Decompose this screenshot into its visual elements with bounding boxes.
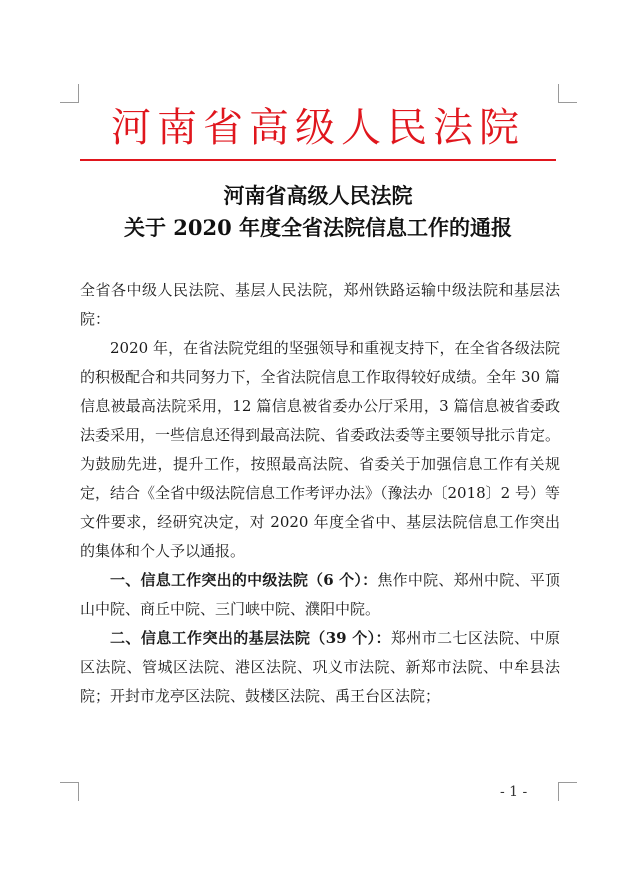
crop-mark-bottom-left (60, 782, 79, 801)
crop-mark-top-right (558, 84, 577, 103)
section-2 (80, 624, 560, 711)
title-line-1: 河南省高级人民法院 (223, 183, 413, 208)
section-2-content: 郑州市二七区法院、中原区法院、管城区法院、港区法院、巩义市法院、新郑市法院、中牟县法院；开封市龙亭区法院、鼓楼区法院、禹王台区法院； (80, 629, 560, 705)
salutation: 全省各中级人民法院、基层人民法院，郑州铁路运输中级法院和基层法院： (80, 281, 560, 328)
red-masthead: 河南省高级人民法院 (111, 105, 525, 151)
paragraph-intro: 2020 年，在省法院党组的坚强领导和重视支持下，在全省各级法院的积极配合和共同努力下，全省法院信息工作取得较好成绩。全年 30 篇信息被最高法院采用，12 篇信息被省委办公厅采用，3 篇信息被省委政法委采用，一些信息还得到最高法院、省委政法委等主要领导批示肯定。为鼓励先进，提升工作，按照最高法院、省委关于加强信息工作有关规定，结合《全省中级法院信息工作考评办法》（豫法办〔2018〕2 号）等文件要求，经研究决定，对 2020 年度全省中、基层法院信息工作突出的集体和个人予以通报。 (80, 339, 561, 560)
section-2-heading: 二、信息工作突出的基层法院（39 个）： (110, 629, 391, 647)
title-line-2: 关于 2020 年度全省法院信息工作的通报 (123, 215, 513, 240)
crop-mark-bottom-right (558, 782, 577, 801)
document-body (80, 276, 560, 711)
masthead-divider (80, 159, 556, 161)
section-1-heading: 一、信息工作突出的中级法院（6 个）： (110, 571, 378, 589)
page-number: - 1 - (500, 784, 528, 800)
document-title (80, 180, 556, 244)
section-1 (80, 566, 560, 624)
crop-mark-top-left (60, 84, 79, 103)
section-1-content: 焦作中院、郑州中院、平顶山中院、商丘中院、三门峡中院、濮阳中院。 (80, 571, 560, 618)
